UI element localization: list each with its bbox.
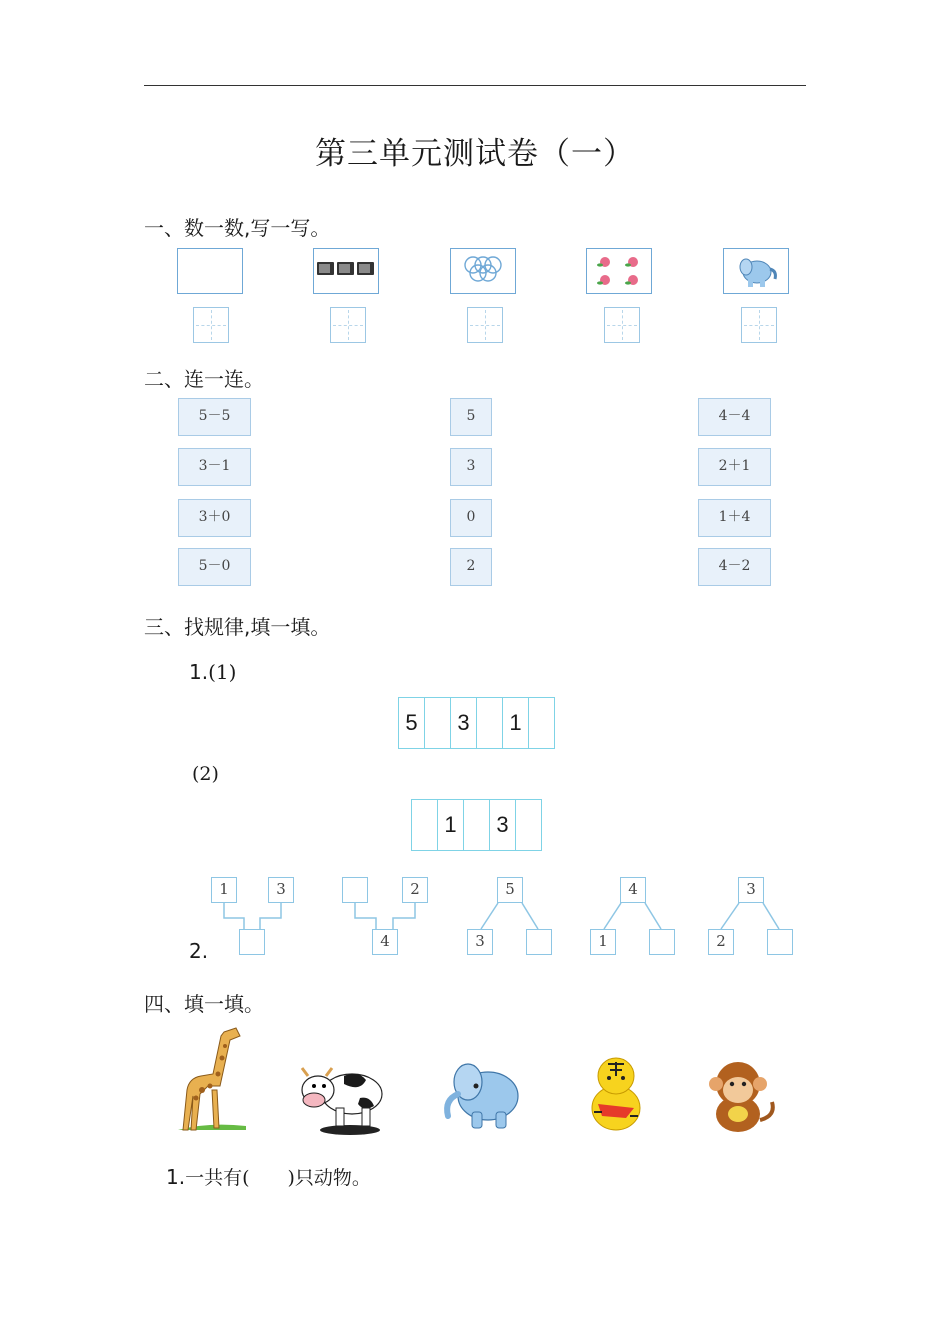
middle-card[interactable]: 5 (450, 398, 492, 436)
question-number: 1. (189, 660, 209, 684)
bond-part[interactable]: 1 (211, 877, 237, 903)
cow-icon (296, 1060, 394, 1136)
left-card[interactable]: 3＋0 (178, 499, 251, 537)
section-2-heading: 二、连一连。 (144, 367, 264, 391)
section-1-heading: 一、数一数,写一写。 (144, 216, 331, 240)
page-title: 第三单元测试卷（一） (315, 136, 635, 172)
left-card[interactable]: 5－5 (178, 398, 251, 436)
bond-total[interactable] (239, 929, 265, 955)
pattern-cell[interactable]: 1 (438, 800, 464, 850)
bond-part[interactable] (767, 929, 793, 955)
question-2-label: 2. (189, 939, 209, 963)
question-text: 一共有( )只动物。 (185, 1167, 371, 1189)
bond-total[interactable]: 4 (620, 877, 646, 903)
pattern-cell[interactable]: 1 (503, 698, 529, 748)
right-card[interactable]: 1＋4 (698, 499, 771, 537)
right-card[interactable]: 4－4 (698, 398, 771, 436)
bond-part[interactable] (342, 877, 368, 903)
middle-card[interactable]: 2 (450, 548, 492, 586)
section-4-heading: 四、填一填。 (144, 992, 264, 1016)
monkey-icon (704, 1054, 776, 1136)
middle-card[interactable]: 0 (450, 499, 492, 537)
bond-total[interactable]: 4 (372, 929, 398, 955)
middle-card[interactable]: 3 (450, 448, 492, 486)
bond-total[interactable]: 3 (738, 877, 764, 903)
bond-part[interactable]: 2 (402, 877, 428, 903)
bond-part[interactable] (526, 929, 552, 955)
question-1-fill (166, 1163, 371, 1190)
sub-question-label: (2) (192, 763, 219, 785)
bond-part[interactable]: 3 (268, 877, 294, 903)
pattern-cell[interactable]: 5 (399, 698, 425, 748)
bond-total[interactable]: 5 (497, 877, 523, 903)
bond-part[interactable]: 3 (467, 929, 493, 955)
right-card[interactable]: 4－2 (698, 548, 771, 586)
left-card[interactable]: 3－1 (178, 448, 251, 486)
section-3-heading: 三、找规律,填一填。 (144, 615, 331, 639)
left-card[interactable]: 5－0 (178, 548, 251, 586)
sub-question-label: (1) (208, 660, 237, 684)
bond-part[interactable]: 1 (590, 929, 616, 955)
giraffe-icon (172, 1024, 252, 1136)
tiger-icon (578, 1052, 654, 1136)
elephant-icon (438, 1050, 526, 1136)
pattern-cell[interactable]: 3 (451, 698, 477, 748)
bond-part[interactable]: 2 (708, 929, 734, 955)
pattern-cell[interactable]: 3 (490, 800, 516, 850)
bond-part[interactable] (649, 929, 675, 955)
question-number: 1. (166, 1165, 186, 1189)
right-card[interactable]: 2＋1 (698, 448, 771, 486)
